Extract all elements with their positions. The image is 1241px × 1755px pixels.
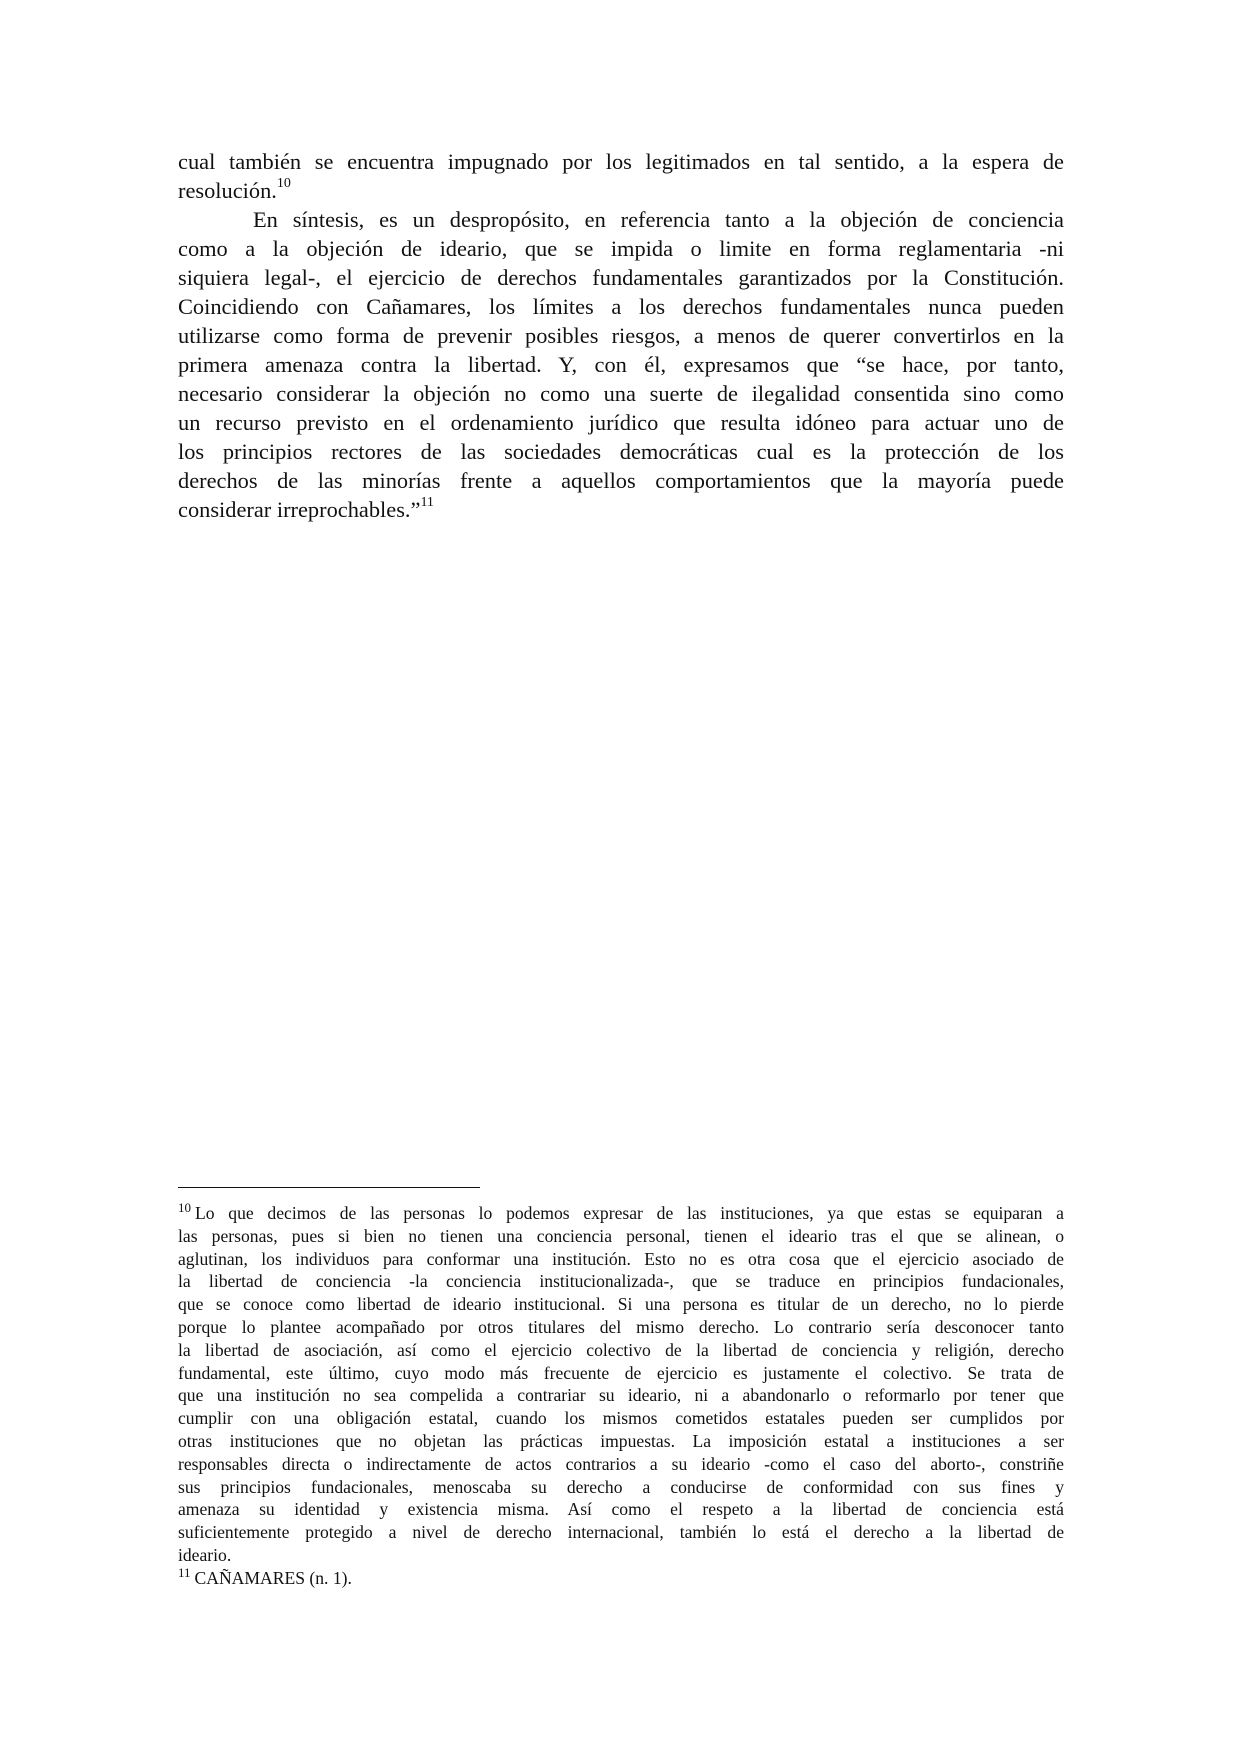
body-text [178,147,1064,524]
footnote-line: la libertad de asociación, así como el ejercicio colectivo de la libertad de conciencia y religión, derecho [178,1339,1064,1360]
text-line: derechos de las minorías frente a aquellos comportamientos que la mayoría puede [178,468,1064,493]
footnote-line: amenaza su identidad y existencia misma. Así como el respeto a la libertad de conciencia está [178,1499,1064,1520]
footnote-line-content: CAÑAMARES (n. 1). [194,1567,352,1588]
text-line: En síntesis, es un despropósito, en referencia tanto a la objeción de conciencia [253,207,1064,232]
footnote-line: suficientemente protegido a nivel de derecho internacional, también lo está el derecho a la libertad de [178,1522,1064,1543]
text-line: siquiera legal-, el ejercicio de derechos fundamentales garantizados por la Constitución. [178,265,1064,290]
text-line: Coincidiendo con Cañamares, los límites a los derechos fundamentales nunca pueden [178,294,1064,319]
footnote-line: ideario. [178,1544,232,1565]
text-line-content: considerar irreprochables.” [178,497,421,522]
footnote-line: responsables directa o indirectamente de actos contrarios a su ideario -como el caso del aborto-, constriñe [178,1453,1064,1474]
footnote-line: que una institución no sea compelida a contrariar su ideario, ni a abandonarlo o reformarlo por tener que [178,1385,1064,1406]
footnote-11 [178,1564,1064,1590]
footnote-line: sus principios fundacionales, menoscaba su derecho a conducirse de conformidad con sus fines y [178,1476,1064,1497]
footnote-line: que se conoce como libertad de ideario institucional. Si una persona es titular de un derecho, no lo pierde [178,1294,1064,1315]
text-line: los principios rectores de las sociedades democráticas cual es la protección de los [178,439,1064,464]
footnote-line: otras instituciones que no objetan las prácticas impuestas. La imposición estatal a instituciones a ser [178,1430,1064,1451]
text-line: utilizarse como forma de prevenir posibles riesgos, a menos de querer convertirlos en la [178,323,1064,348]
footnote-separator [178,1187,480,1188]
footnote-line-content: Lo que decimos de las personas lo podemos expresar de las instituciones, ya que estas se equiparan a [195,1203,1064,1223]
footnote-number: 10 [178,1200,191,1216]
text-line: primera amenaza contra la libertad. Y, con él, expresamos que “se hace, por tanto, [178,352,1064,377]
footnote-ref-11[interactable]: 11 [420,494,434,510]
footnote-10 [178,1202,1064,1567]
text-line-content: resolución. [178,178,277,203]
paragraph-2 [178,205,1064,524]
footnote-number: 11 [178,1564,191,1580]
text-line [178,176,1064,205]
footnote-line [178,1564,1064,1590]
footnote-line: porque lo plantee acompañado por otros titulares del mismo derecho. Lo contrario sería desconocer tanto [178,1316,1064,1337]
text-line: como a la objeción de ideario, que se impida o limite en forma reglamentaria -ni [178,236,1064,261]
footnote-line: fundamental, este último, cuyo modo más frecuente de ejercicio es justamente el colectivo. Se trata de [178,1362,1064,1383]
paragraph-1 [178,147,1064,205]
text-line: cual también se encuentra impugnado por los legitimados en tal sentido, a la espera de [178,149,1064,174]
footnote-line: las personas, pues si bien no tienen una conciencia personal, tienen el ideario tras el que se alinean, o [178,1225,1064,1246]
text-line [178,495,1064,524]
footnotes [178,1202,1064,1590]
footnote-line: aglutinan, los individuos para conformar una institución. Esto no es otra cosa que el ejercicio asociado de [178,1248,1064,1269]
footnote-line: la libertad de conciencia -la conciencia institucionalizada-, que se traduce en principios fundacionales, [178,1271,1064,1292]
text-line: un recurso previsto en el ordenamiento jurídico que resulta idóneo para actuar uno de [178,410,1064,435]
text-line: necesario considerar la objeción no como una suerte de ilegalidad consentida sino como [178,381,1064,406]
footnote-line: cumplir con una obligación estatal, cuando los mismos cometidos estatales pueden ser cumplidos por [178,1408,1064,1429]
footnote-ref-10[interactable]: 10 [276,175,291,191]
footnote-line [178,1202,1064,1225]
